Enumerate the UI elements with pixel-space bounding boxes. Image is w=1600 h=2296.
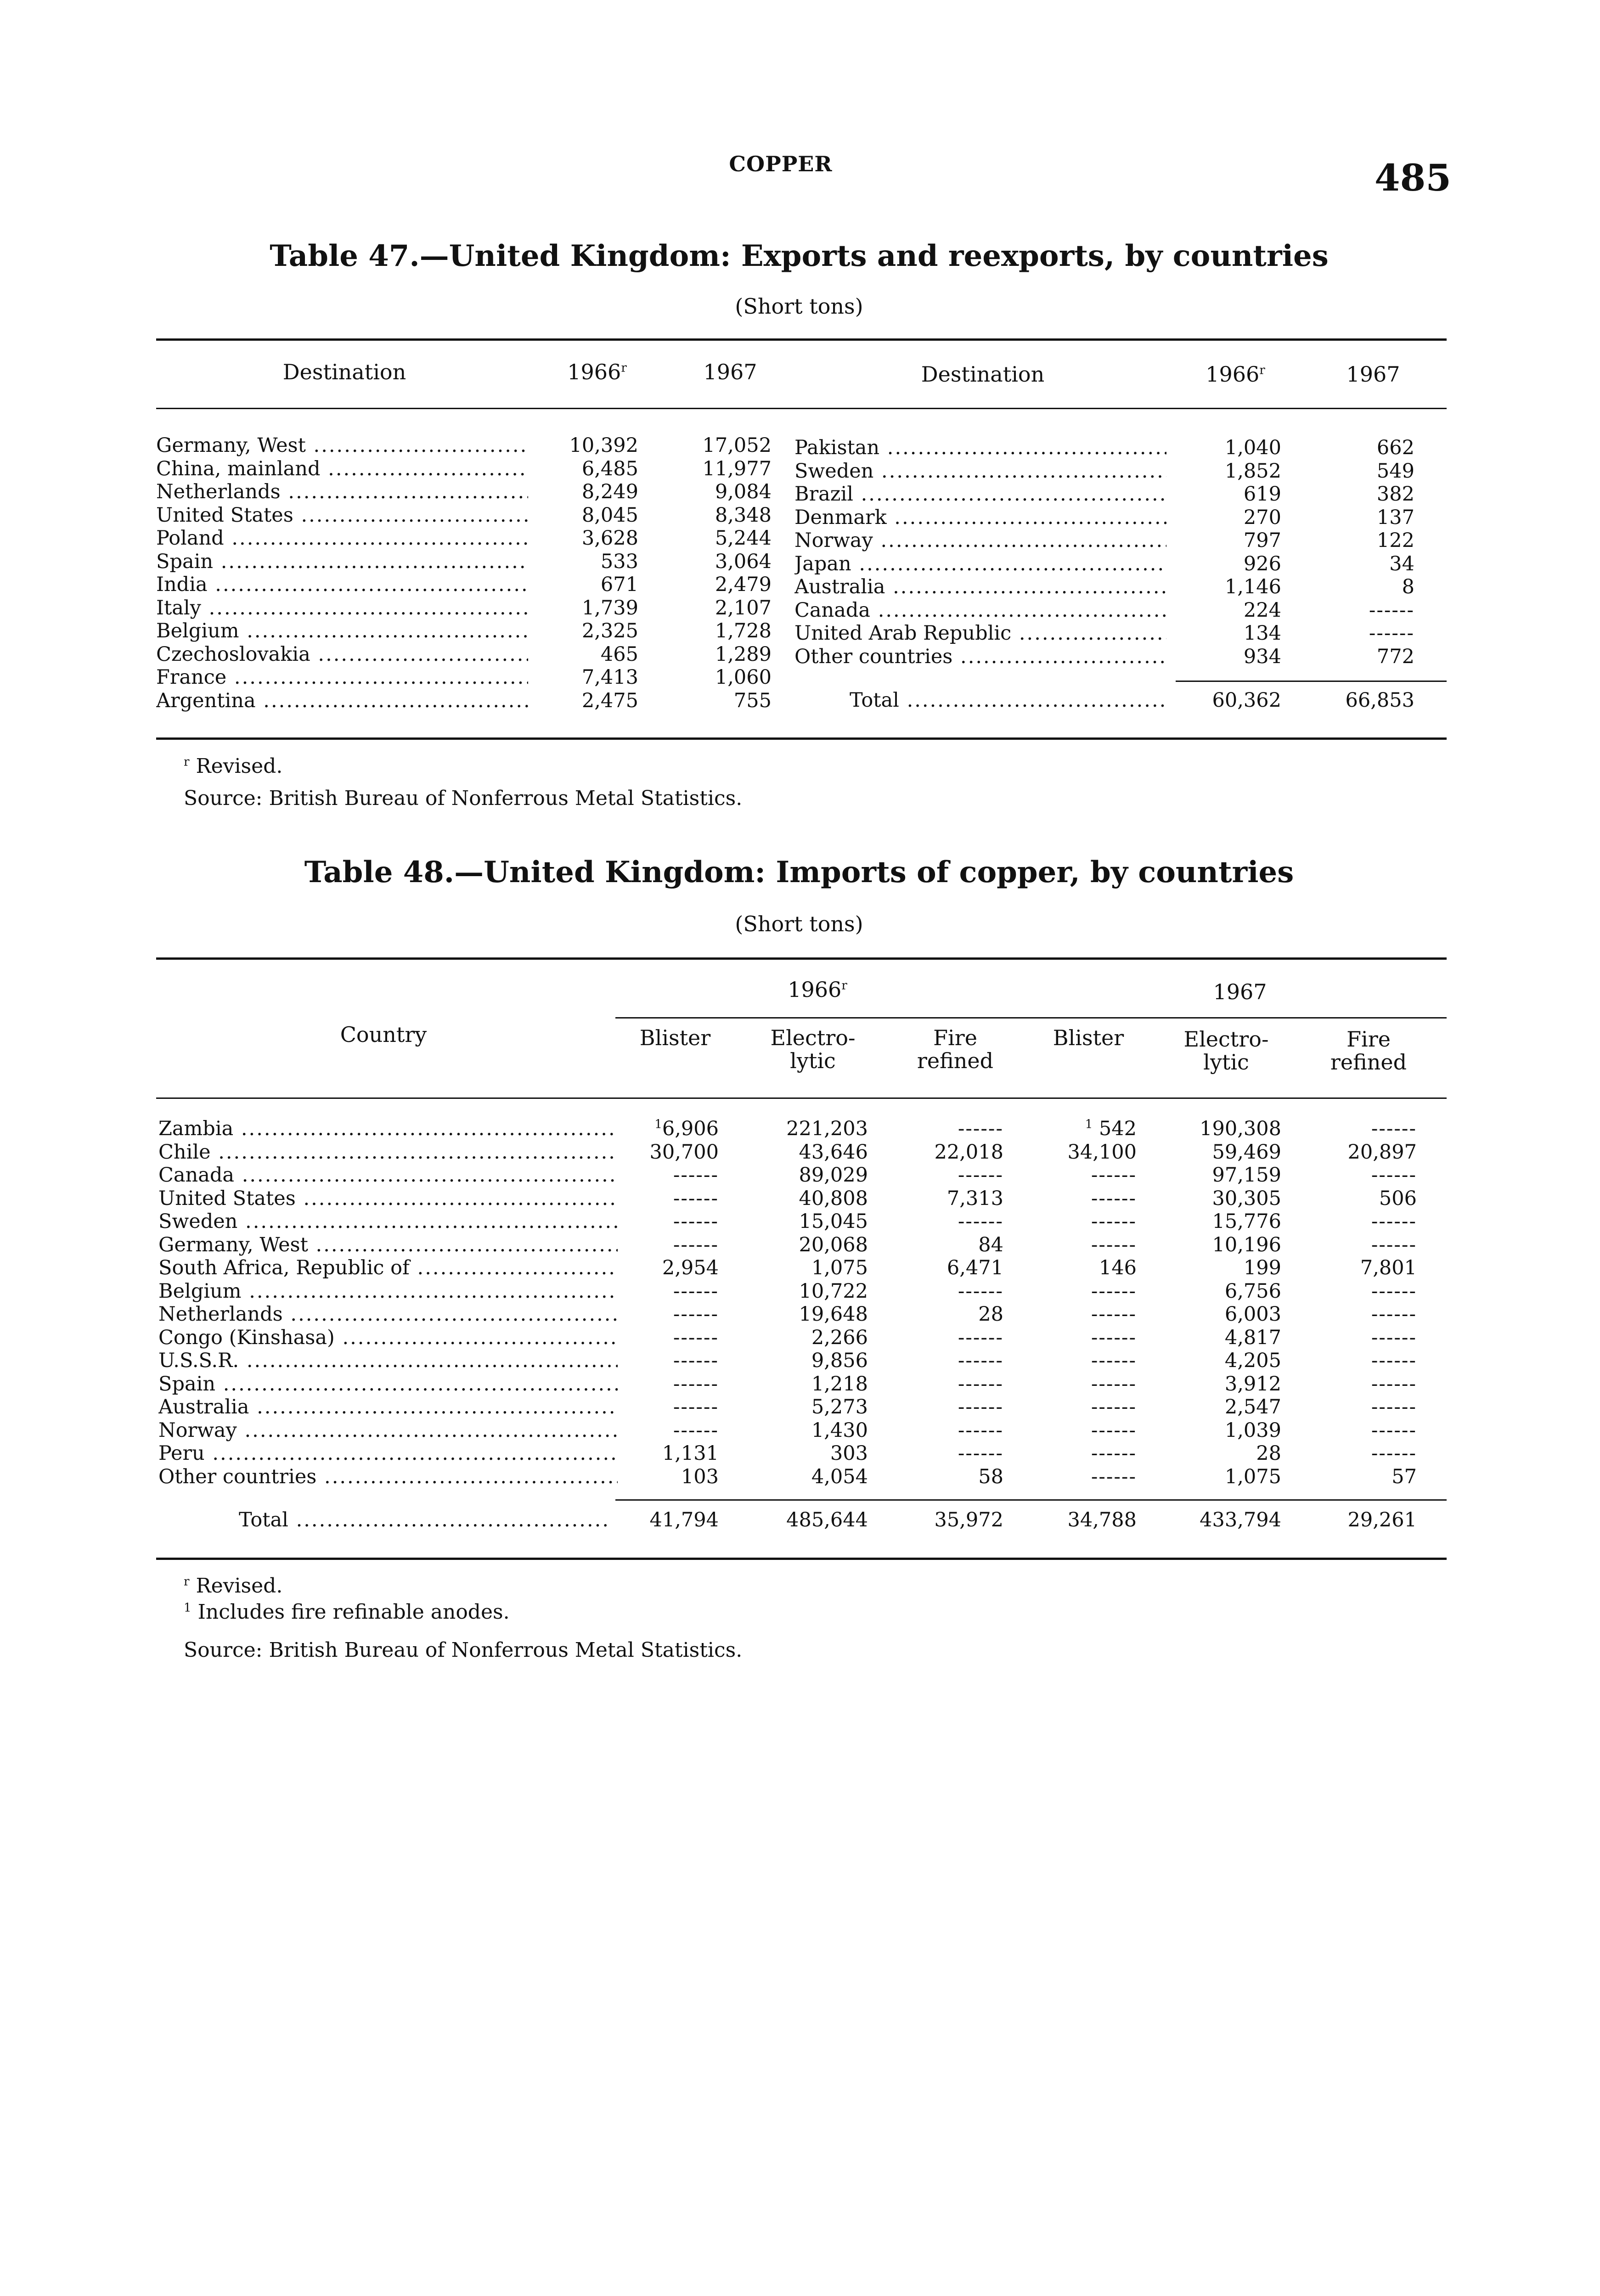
t48-value: ------: [1091, 1279, 1137, 1303]
t47-right-1966: [1176, 436, 1281, 668]
t48-electrolytic-1966: [744, 1117, 868, 1488]
t48-value: 1,218: [811, 1372, 868, 1396]
t48-year-1967: 1967: [1213, 979, 1267, 1004]
t47-country: Netherlands .....: [156, 480, 528, 504]
t47-value: 6,485: [581, 457, 638, 480]
t48-total-electrolytic-1966: 485,644: [786, 1508, 868, 1531]
t48-value: ------: [1371, 1418, 1417, 1442]
t48-value: ------: [1371, 1233, 1417, 1256]
t48-value: 1,075: [1224, 1465, 1281, 1488]
t48-total-label: Total .....: [239, 1508, 611, 1531]
t48-value: ------: [673, 1418, 719, 1442]
t47-source: Source: British Bureau of Nonferrous Metal Statistics.: [184, 787, 743, 810]
t48-value: ------: [673, 1396, 719, 1418]
t48-country: Chile .....: [158, 1141, 618, 1164]
t47-country: Germany, West .....: [156, 434, 528, 457]
t47-value: 671: [600, 573, 638, 596]
t48-total-rule: [615, 1499, 1447, 1501]
t47-value: 934: [1243, 645, 1281, 668]
t47-country: Norway .....: [794, 529, 1166, 552]
t48-value: ------: [1091, 1164, 1137, 1187]
t48-blister-1967: [1033, 1117, 1137, 1488]
t48-value: 58: [978, 1465, 1003, 1488]
t48-value: ------: [1091, 1303, 1137, 1326]
t48-value: 146: [1099, 1256, 1137, 1279]
t48-value: 2,266: [811, 1326, 868, 1349]
t47-col-destination-left: Destination: [282, 360, 406, 384]
t48-value: 59,469: [1212, 1140, 1281, 1164]
t47-value: 224: [1243, 598, 1281, 622]
t48-value: 6,471: [946, 1256, 1003, 1279]
t48-value: 199: [1243, 1256, 1281, 1279]
t48-value: ------: [958, 1326, 1003, 1349]
t47-country: Poland .....: [156, 527, 528, 550]
t47-value: 2,479: [715, 573, 772, 596]
t48-value: 5,273: [811, 1396, 868, 1418]
t48-value: $^1$ 542: [1085, 1117, 1137, 1140]
t48-value: ------: [958, 1442, 1003, 1465]
t47-value: 772: [1376, 645, 1414, 668]
t47-value: 8,249: [581, 480, 638, 503]
t48-country: Zambia .....: [158, 1117, 618, 1141]
t48-value: 303: [830, 1442, 868, 1465]
t47-value: 5,244: [715, 527, 772, 550]
t48-value: ------: [958, 1396, 1003, 1418]
t48-value: 57: [1392, 1465, 1417, 1488]
t48-value: ------: [673, 1372, 719, 1396]
t48-value: 1,075: [811, 1256, 868, 1279]
t48-value: 3,912: [1224, 1372, 1281, 1396]
t48-value: ------: [1371, 1279, 1417, 1303]
t47-value: 926: [1243, 552, 1281, 575]
t47-value: 1,728: [715, 619, 772, 642]
t48-country: Belgium .....: [158, 1280, 618, 1303]
t47-left-1967: [666, 434, 772, 712]
t48-value: ------: [958, 1210, 1003, 1233]
t47-value: 34: [1389, 552, 1414, 575]
t47-value: 2,107: [715, 596, 772, 619]
t47-col-1967-left: 1967: [703, 360, 757, 384]
table48-title: Table 48.—United Kingdom: Imports of copper, by countries: [304, 855, 1294, 889]
t48-value: 1,039: [1224, 1418, 1281, 1442]
t48-value: ------: [958, 1372, 1003, 1396]
t47-value: 8: [1402, 575, 1414, 598]
t48-value: 34,100: [1067, 1140, 1137, 1164]
t47-country: Spain .....: [156, 550, 528, 574]
t47-value: 2,475: [581, 689, 638, 712]
t47-country: Italy .....: [156, 597, 528, 620]
t48-value: 89,029: [799, 1164, 868, 1187]
t48-value: ------: [673, 1233, 719, 1256]
t48-country: Sweden .....: [158, 1210, 618, 1233]
t48-value: 506: [1379, 1187, 1417, 1210]
t47-value: 137: [1376, 506, 1414, 529]
t48-value: 84: [978, 1233, 1003, 1256]
t48-value: 1,131: [662, 1442, 719, 1465]
t48-value: 28: [1256, 1442, 1281, 1465]
t48-country: Netherlands .....: [158, 1303, 618, 1326]
t48-value: ------: [673, 1210, 719, 1233]
t48-value: ------: [673, 1349, 719, 1372]
t48-value: ------: [1091, 1233, 1137, 1256]
t48-value: 4,054: [811, 1465, 868, 1488]
t47-value: 2,325: [581, 619, 638, 642]
t48-value: ------: [1371, 1210, 1417, 1233]
t48-value: 97,159: [1212, 1164, 1281, 1187]
t48-value: 22,018: [934, 1140, 1003, 1164]
t48-electrolytic-1967: [1157, 1117, 1281, 1488]
t48-value: ------: [1091, 1396, 1137, 1418]
t48-value: ------: [1371, 1326, 1417, 1349]
t48-value: 9,856: [811, 1349, 868, 1372]
table48-header-rule: [156, 1097, 1447, 1099]
t47-country: United Arab Republic .....: [794, 622, 1166, 645]
t47-value: 1,040: [1224, 436, 1281, 459]
t48-value: ------: [673, 1326, 719, 1349]
t48-countries: [158, 1117, 618, 1488]
t47-value: 9,084: [715, 480, 772, 503]
t47-country: Denmark .....: [794, 506, 1166, 529]
t48-total-electrolytic-1967: 433,794: [1200, 1508, 1281, 1531]
t48-value: 4,205: [1224, 1349, 1281, 1372]
t47-col-1966-left: 1966$^r$: [567, 360, 627, 384]
t48-sub-blister-1966: Blister: [639, 1025, 711, 1050]
t48-sub-electro-1967: Electro- lytic: [1183, 1027, 1269, 1075]
t47-value: ------: [1369, 622, 1414, 645]
t48-value: ------: [1091, 1187, 1137, 1210]
t48-value: ------: [1371, 1164, 1417, 1187]
t48-country: South Africa, Republic of .....: [158, 1256, 618, 1280]
t47-value: 7,413: [581, 666, 638, 689]
t48-country: United States .....: [158, 1187, 618, 1210]
t47-country: United States .....: [156, 504, 528, 527]
t48-value: 15,776: [1212, 1210, 1281, 1233]
t47-value: 619: [1243, 483, 1281, 506]
table47-bottom-rule: [156, 737, 1447, 740]
t48-value: ------: [1091, 1418, 1137, 1442]
t47-value: 1,739: [581, 596, 638, 619]
t47-col-1966-right: 1966$^r$: [1206, 362, 1265, 387]
t48-country: Canada .....: [158, 1164, 618, 1187]
t48-value: 28: [978, 1303, 1003, 1326]
t47-footnote-revised: $^r$ Revised.: [184, 754, 283, 778]
t48-value: 1,430: [811, 1418, 868, 1442]
t47-right-countries: [794, 436, 1166, 668]
t48-value: ------: [673, 1279, 719, 1303]
t48-country: Other countries .....: [158, 1465, 618, 1489]
t48-value: 20,897: [1347, 1140, 1417, 1164]
t48-value: 2,547: [1224, 1396, 1281, 1418]
t48-country: Australia .....: [158, 1396, 618, 1419]
t48-footnote-1: $^1$ Includes fire refinable anodes.: [184, 1600, 510, 1624]
t48-value: ------: [673, 1187, 719, 1210]
t48-value: ------: [1091, 1349, 1137, 1372]
t48-value: ------: [1091, 1210, 1137, 1233]
t47-value: 8,045: [581, 503, 638, 527]
t48-total-blister-1967: 34,788: [1067, 1508, 1137, 1531]
t47-value: 755: [733, 689, 772, 712]
t47-country: China, mainland .....: [156, 457, 528, 481]
t47-country: Other countries .....: [794, 645, 1166, 669]
t47-value: 8,348: [715, 503, 772, 527]
t47-country: India .....: [156, 573, 528, 597]
t48-value: ------: [1091, 1442, 1137, 1465]
t47-total-1966: 60,362: [1212, 689, 1281, 712]
t48-value: ------: [958, 1279, 1003, 1303]
t47-value: 382: [1376, 483, 1414, 506]
t47-value: 270: [1243, 506, 1281, 529]
t47-value: 1,289: [715, 642, 772, 666]
t48-country: U.S.S.R. .....: [158, 1349, 618, 1373]
t47-total-rule: [1176, 681, 1447, 682]
t48-value: ------: [1371, 1117, 1417, 1140]
t47-country: Canada .....: [794, 599, 1166, 622]
t48-value: 190,308: [1200, 1117, 1281, 1140]
t48-country: Germany, West .....: [158, 1233, 618, 1257]
t48-year-rule: [615, 1017, 1447, 1019]
t48-total-fire-1967: 29,261: [1347, 1508, 1417, 1531]
t48-value: 6,003: [1224, 1303, 1281, 1326]
t48-value: 7,801: [1360, 1256, 1417, 1279]
t47-value: 10,392: [569, 434, 638, 457]
t47-country: Japan .....: [794, 552, 1166, 576]
t47-country: Pakistan .....: [794, 436, 1166, 460]
t48-sub-fire-1967: Fire refined: [1330, 1027, 1407, 1075]
t48-value: 10,722: [799, 1279, 868, 1303]
t47-value: 1,146: [1224, 575, 1281, 598]
t47-value: 465: [600, 642, 638, 666]
t48-value: 19,648: [799, 1303, 868, 1326]
t48-value: ------: [958, 1164, 1003, 1187]
t47-value: 3,628: [581, 527, 638, 550]
t48-sub-electro-1966: Electro- lytic: [770, 1025, 856, 1073]
t48-country: Congo (Kinshasa) .....: [158, 1326, 618, 1350]
t48-country: Spain .....: [158, 1373, 618, 1396]
t48-value: 221,203: [786, 1117, 868, 1140]
t48-value: 6,756: [1224, 1279, 1281, 1303]
t48-source: Source: British Bureau of Nonferrous Metal Statistics.: [184, 1638, 743, 1662]
t48-year-1966: 1966$^r$: [788, 977, 847, 1002]
t48-country: Norway .....: [158, 1419, 618, 1442]
t48-value: ------: [1371, 1442, 1417, 1465]
t48-value: 15,045: [799, 1210, 868, 1233]
t48-value: 43,646: [799, 1140, 868, 1164]
t47-value: 1,852: [1224, 459, 1281, 483]
page-number: 485: [1375, 156, 1451, 199]
t48-total-fire-1966: 35,972: [934, 1508, 1003, 1531]
t48-fire-1966: [900, 1117, 1003, 1488]
t48-value: 2,954: [662, 1256, 719, 1279]
t47-total-label: Total .....: [850, 689, 1166, 712]
t47-value: 549: [1376, 459, 1414, 483]
t47-country: France .....: [156, 666, 528, 689]
t48-value: 30,700: [649, 1140, 719, 1164]
t47-value: 11,977: [702, 457, 772, 480]
t47-value: 134: [1243, 622, 1281, 645]
table48-subtitle: (Short tons): [735, 912, 863, 936]
t48-value: ------: [1091, 1372, 1137, 1396]
t47-value: 797: [1243, 529, 1281, 552]
t48-fire-1967: [1313, 1117, 1417, 1488]
t48-col-country: Country: [340, 1022, 427, 1047]
t47-value: 1,060: [715, 666, 772, 689]
t47-value: 662: [1376, 436, 1414, 459]
t47-total-1967: 66,853: [1345, 689, 1414, 712]
t47-country: Belgium .....: [156, 619, 528, 643]
t47-country: Sweden .....: [794, 460, 1166, 483]
t48-sub-fire-1966: Fire refined: [917, 1025, 994, 1073]
t47-country: Brazil .....: [794, 483, 1166, 506]
t47-value: 3,064: [715, 550, 772, 573]
t48-value: 4,817: [1224, 1326, 1281, 1349]
t48-value: ------: [673, 1164, 719, 1187]
t47-country: Australia .....: [794, 575, 1166, 599]
t47-value: 122: [1376, 529, 1414, 552]
t48-value: ------: [958, 1349, 1003, 1372]
t48-value: ------: [1371, 1372, 1417, 1396]
t48-value: 10,196: [1212, 1233, 1281, 1256]
t47-value: ------: [1369, 598, 1414, 622]
table47-subtitle: (Short tons): [735, 294, 863, 319]
t48-value: ------: [1371, 1396, 1417, 1418]
table47-header-rule: [156, 408, 1447, 409]
t47-left-countries: [156, 434, 528, 712]
t47-col-1967-right: 1967: [1346, 362, 1400, 387]
table47-title: Table 47.—United Kingdom: Exports and reexports, by countries: [270, 239, 1329, 273]
table48-top-rule: [156, 957, 1447, 960]
t48-total-blister-1966: 41,794: [649, 1508, 719, 1531]
t47-value: 17,052: [702, 434, 772, 457]
table47-top-rule: [156, 338, 1447, 341]
t48-value: ------: [958, 1418, 1003, 1442]
t47-country: Argentina .....: [156, 689, 528, 713]
t47-col-destination-right: Destination: [921, 362, 1045, 387]
t48-value: ------: [1371, 1303, 1417, 1326]
t48-value: ------: [673, 1303, 719, 1326]
t47-right-1967: [1309, 436, 1414, 668]
t48-value: ------: [1371, 1349, 1417, 1372]
t48-country: Peru .....: [158, 1442, 618, 1465]
t48-value: 40,808: [799, 1187, 868, 1210]
t48-value: 7,313: [946, 1187, 1003, 1210]
t48-sub-blister-1967: Blister: [1053, 1025, 1124, 1050]
t48-value: 30,305: [1212, 1187, 1281, 1210]
t48-value: ------: [1091, 1465, 1137, 1488]
table48-bottom-rule: [156, 1558, 1447, 1560]
t48-footnote-revised: $^r$ Revised.: [184, 1574, 283, 1598]
t48-blister-1966: [615, 1117, 719, 1488]
running-head: COPPER: [729, 152, 833, 176]
t48-value: 20,068: [799, 1233, 868, 1256]
t48-value: ------: [958, 1117, 1003, 1140]
t47-left-1966: [533, 434, 638, 712]
t47-value: 533: [600, 550, 638, 573]
t48-value: 103: [681, 1465, 719, 1488]
t47-country: Czechoslovakia .....: [156, 643, 528, 666]
t48-value: $^1$6,906: [654, 1117, 719, 1140]
t48-value: ------: [1091, 1326, 1137, 1349]
